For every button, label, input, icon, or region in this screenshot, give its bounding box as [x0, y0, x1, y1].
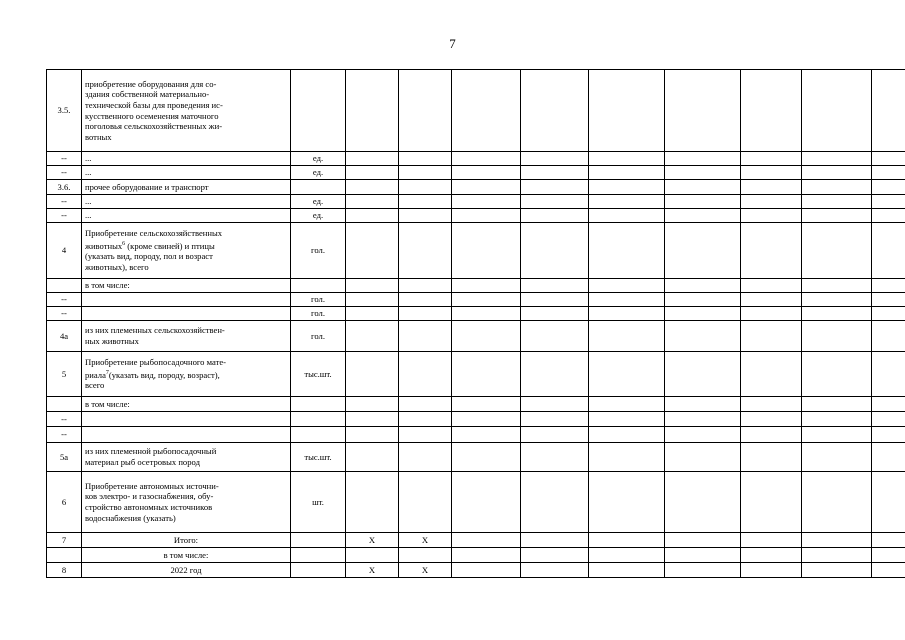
row-number: 3.6. — [47, 180, 82, 195]
table-row — [47, 70, 905, 152]
value-cell — [452, 533, 521, 548]
row-description: в том числе: — [82, 279, 291, 293]
value-cell — [665, 166, 741, 180]
value-cell — [665, 563, 741, 578]
row-number — [47, 548, 82, 563]
value-cell — [521, 472, 589, 533]
value-cell — [665, 443, 741, 472]
value-cell — [872, 352, 905, 397]
value-cell — [399, 166, 452, 180]
value-cell — [589, 563, 665, 578]
value-cell — [452, 180, 521, 195]
value-cell — [872, 209, 905, 223]
value-cell — [589, 223, 665, 279]
value-cell — [872, 279, 905, 293]
value-cell — [741, 321, 802, 352]
value-cell — [589, 166, 665, 180]
value-cell — [741, 472, 802, 533]
row-description: ... — [82, 152, 291, 166]
value-cell — [589, 195, 665, 209]
value-cell — [741, 352, 802, 397]
row-description: ... — [82, 209, 291, 223]
value-cell — [399, 223, 452, 279]
value-cell — [589, 443, 665, 472]
row-unit: тыс.шт. — [291, 352, 346, 397]
value-cell — [665, 412, 741, 427]
row-description — [82, 427, 291, 443]
description-text-tail: (кроме свиней) и птицы (указать вид, породу, пол и возраст животных), всего — [85, 240, 215, 273]
value-cell — [802, 352, 872, 397]
value-cell — [589, 209, 665, 223]
value-cell — [802, 195, 872, 209]
value-cell — [589, 548, 665, 563]
value-cell — [346, 223, 399, 279]
value-cell — [521, 279, 589, 293]
value-cell — [665, 195, 741, 209]
table-row — [47, 321, 905, 352]
row-unit — [291, 427, 346, 443]
value-cell — [452, 443, 521, 472]
value-cell — [521, 443, 589, 472]
value-cell — [452, 195, 521, 209]
row-unit — [291, 180, 346, 195]
row-number: -- — [47, 152, 82, 166]
value-cell — [346, 443, 399, 472]
value-cell — [741, 70, 802, 152]
value-cell — [665, 321, 741, 352]
value-cell — [346, 352, 399, 397]
value-cell — [346, 180, 399, 195]
value-cell — [872, 563, 905, 578]
row-unit: шт. — [291, 472, 346, 533]
value-cell — [589, 472, 665, 533]
value-cell — [872, 472, 905, 533]
value-cell — [346, 307, 399, 321]
value-cell — [872, 166, 905, 180]
value-cell — [665, 293, 741, 307]
row-unit — [291, 397, 346, 412]
value-cell — [741, 195, 802, 209]
table-row — [47, 307, 905, 321]
value-cell — [589, 427, 665, 443]
row-number — [47, 397, 82, 412]
value-cell — [521, 180, 589, 195]
page-number: 7 — [449, 36, 456, 51]
value-cell — [452, 321, 521, 352]
table-row — [47, 195, 905, 209]
value-cell — [741, 412, 802, 427]
value-cell — [802, 209, 872, 223]
row-unit: ед. — [291, 166, 346, 180]
value-cell — [802, 307, 872, 321]
table-row — [47, 548, 905, 563]
value-cell — [452, 223, 521, 279]
value-cell — [872, 180, 905, 195]
value-cell — [802, 397, 872, 412]
description-text: Приобретение рыбопосадочного мате- риала — [85, 357, 227, 380]
value-cell — [399, 472, 452, 533]
value-cell — [741, 209, 802, 223]
value-cell — [872, 321, 905, 352]
value-cell — [452, 70, 521, 152]
row-unit: гол. — [291, 307, 346, 321]
table-row — [47, 427, 905, 443]
row-number: 8 — [47, 563, 82, 578]
value-cell — [872, 195, 905, 209]
value-cell: Х — [346, 533, 399, 548]
value-cell — [399, 209, 452, 223]
row-unit: гол. — [291, 293, 346, 307]
value-cell — [452, 166, 521, 180]
value-cell — [741, 152, 802, 166]
value-cell — [589, 397, 665, 412]
row-unit — [291, 563, 346, 578]
value-cell — [802, 472, 872, 533]
value-cell — [399, 152, 452, 166]
row-unit: гол. — [291, 223, 346, 279]
value-cell — [665, 548, 741, 563]
value-cell — [741, 548, 802, 563]
row-description: из них племенных сельскохозяйствен- ных животных — [82, 321, 291, 352]
value-cell — [452, 412, 521, 427]
value-cell — [665, 152, 741, 166]
value-cell — [399, 548, 452, 563]
row-unit — [291, 70, 346, 152]
row-number: 4 — [47, 223, 82, 279]
value-cell — [802, 166, 872, 180]
value-cell — [399, 70, 452, 152]
value-cell — [872, 307, 905, 321]
value-cell — [452, 397, 521, 412]
value-cell — [802, 548, 872, 563]
footnote-marker: 6 — [122, 240, 126, 247]
value-cell — [802, 180, 872, 195]
value-cell — [589, 307, 665, 321]
value-cell — [665, 533, 741, 548]
row-description: Приобретение автономных источни- ков электро- и газоснабжения, обу- стройство автономных источников водоснабжения (указать) — [82, 472, 291, 533]
description-text: Приобретение сельскохозяйственных животных — [85, 228, 223, 251]
value-cell — [589, 352, 665, 397]
value-cell — [589, 293, 665, 307]
value-cell — [346, 279, 399, 293]
value-cell — [741, 563, 802, 578]
value-cell — [802, 321, 872, 352]
value-cell — [521, 70, 589, 152]
value-cell — [741, 293, 802, 307]
value-cell — [346, 70, 399, 152]
value-cell — [346, 166, 399, 180]
row-description: ... — [82, 166, 291, 180]
row-number: 4а — [47, 321, 82, 352]
table-body — [47, 70, 905, 578]
value-cell — [665, 352, 741, 397]
row-unit: гол. — [291, 321, 346, 352]
value-cell — [741, 443, 802, 472]
value-cell — [399, 352, 452, 397]
row-number: 5а — [47, 443, 82, 472]
value-cell — [589, 279, 665, 293]
row-description: ... — [82, 195, 291, 209]
value-cell — [872, 70, 905, 152]
value-cell — [346, 412, 399, 427]
table-row — [47, 563, 905, 578]
value-cell — [346, 321, 399, 352]
value-cell — [741, 427, 802, 443]
value-cell — [665, 397, 741, 412]
value-cell: Х — [399, 563, 452, 578]
value-cell — [521, 293, 589, 307]
value-cell — [802, 563, 872, 578]
table-row — [47, 533, 905, 548]
value-cell — [399, 195, 452, 209]
value-cell — [521, 548, 589, 563]
value-cell — [521, 533, 589, 548]
value-cell — [802, 427, 872, 443]
value-cell — [665, 209, 741, 223]
value-cell — [452, 279, 521, 293]
value-cell — [521, 563, 589, 578]
value-cell — [452, 352, 521, 397]
value-cell — [521, 152, 589, 166]
row-number: -- — [47, 307, 82, 321]
value-cell — [452, 427, 521, 443]
row-number — [47, 279, 82, 293]
table-row — [47, 443, 905, 472]
value-cell — [399, 412, 452, 427]
value-cell — [521, 427, 589, 443]
row-description — [82, 412, 291, 427]
value-cell — [399, 427, 452, 443]
row-description: в том числе: — [82, 548, 291, 563]
value-cell — [665, 180, 741, 195]
data-table — [46, 69, 905, 578]
value-cell — [802, 223, 872, 279]
table-row — [47, 293, 905, 307]
value-cell — [521, 352, 589, 397]
value-cell — [665, 70, 741, 152]
value-cell — [665, 427, 741, 443]
value-cell — [589, 321, 665, 352]
value-cell — [399, 321, 452, 352]
row-unit — [291, 533, 346, 548]
row-unit — [291, 412, 346, 427]
table-row — [47, 352, 905, 397]
row-description — [82, 293, 291, 307]
description-text-tail: (указать вид, породу, возраст), всего — [85, 369, 220, 391]
row-unit — [291, 279, 346, 293]
value-cell: Х — [346, 563, 399, 578]
footnote-marker: 7 — [105, 369, 109, 376]
row-description: Итого: — [82, 533, 291, 548]
row-number: -- — [47, 166, 82, 180]
value-cell — [802, 443, 872, 472]
value-cell — [665, 279, 741, 293]
value-cell — [452, 548, 521, 563]
value-cell — [872, 412, 905, 427]
row-description — [82, 223, 291, 279]
table-row — [47, 180, 905, 195]
value-cell — [521, 223, 589, 279]
value-cell — [741, 397, 802, 412]
value-cell — [872, 427, 905, 443]
value-cell — [741, 279, 802, 293]
row-number: 3.5. — [47, 70, 82, 152]
value-cell — [346, 427, 399, 443]
value-cell — [665, 223, 741, 279]
value-cell — [452, 563, 521, 578]
value-cell — [872, 533, 905, 548]
value-cell — [346, 209, 399, 223]
value-cell — [589, 533, 665, 548]
row-number: -- — [47, 209, 82, 223]
value-cell — [399, 443, 452, 472]
value-cell — [521, 195, 589, 209]
row-unit: ед. — [291, 152, 346, 166]
value-cell — [665, 307, 741, 321]
value-cell — [802, 152, 872, 166]
value-cell — [589, 180, 665, 195]
value-cell — [802, 533, 872, 548]
value-cell — [346, 397, 399, 412]
value-cell — [399, 279, 452, 293]
row-number: -- — [47, 412, 82, 427]
value-cell — [589, 412, 665, 427]
value-cell — [802, 70, 872, 152]
row-unit — [291, 548, 346, 563]
value-cell — [346, 548, 399, 563]
value-cell — [346, 293, 399, 307]
row-number: 7 — [47, 533, 82, 548]
row-description: из них племенной рыбопосадочный материал рыб осетровых пород — [82, 443, 291, 472]
row-unit: ед. — [291, 195, 346, 209]
row-description: в том числе: — [82, 397, 291, 412]
value-cell — [346, 195, 399, 209]
value-cell — [872, 443, 905, 472]
value-cell — [802, 412, 872, 427]
value-cell — [346, 152, 399, 166]
value-cell — [452, 307, 521, 321]
value-cell — [665, 472, 741, 533]
table-row — [47, 397, 905, 412]
value-cell — [346, 472, 399, 533]
row-number: -- — [47, 293, 82, 307]
value-cell — [741, 307, 802, 321]
value-cell — [872, 548, 905, 563]
value-cell — [521, 397, 589, 412]
value-cell — [741, 533, 802, 548]
row-unit: тыс.шт. — [291, 443, 346, 472]
value-cell — [521, 412, 589, 427]
value-cell — [399, 180, 452, 195]
row-number: -- — [47, 427, 82, 443]
row-number: 6 — [47, 472, 82, 533]
value-cell — [872, 397, 905, 412]
table-row — [47, 223, 905, 279]
row-description: прочее оборудование и транспорт — [82, 180, 291, 195]
row-unit: ед. — [291, 209, 346, 223]
value-cell — [589, 152, 665, 166]
table-row — [47, 209, 905, 223]
table-row — [47, 472, 905, 533]
value-cell — [399, 397, 452, 412]
value-cell — [741, 223, 802, 279]
row-description: приобретение оборудования для со- здания собственной материально- технической базы для проведения ис- кусственного осеменения маточного поголовья сельскохозяйственных жи- вотных — [82, 70, 291, 152]
value-cell — [872, 293, 905, 307]
row-number: -- — [47, 195, 82, 209]
row-description — [82, 307, 291, 321]
value-cell — [872, 223, 905, 279]
table-row — [47, 152, 905, 166]
value-cell — [589, 70, 665, 152]
value-cell: Х — [399, 533, 452, 548]
row-number: 5 — [47, 352, 82, 397]
value-cell — [452, 209, 521, 223]
value-cell — [802, 293, 872, 307]
value-cell — [452, 293, 521, 307]
table-row — [47, 166, 905, 180]
table-row — [47, 279, 905, 293]
value-cell — [802, 279, 872, 293]
value-cell — [452, 472, 521, 533]
value-cell — [741, 180, 802, 195]
row-description — [82, 352, 291, 397]
value-cell — [452, 152, 521, 166]
value-cell — [399, 293, 452, 307]
value-cell — [872, 152, 905, 166]
value-cell — [521, 209, 589, 223]
value-cell — [399, 307, 452, 321]
table-row — [47, 412, 905, 427]
value-cell — [521, 321, 589, 352]
value-cell — [521, 166, 589, 180]
row-description: 2022 год — [82, 563, 291, 578]
value-cell — [741, 166, 802, 180]
value-cell — [521, 307, 589, 321]
